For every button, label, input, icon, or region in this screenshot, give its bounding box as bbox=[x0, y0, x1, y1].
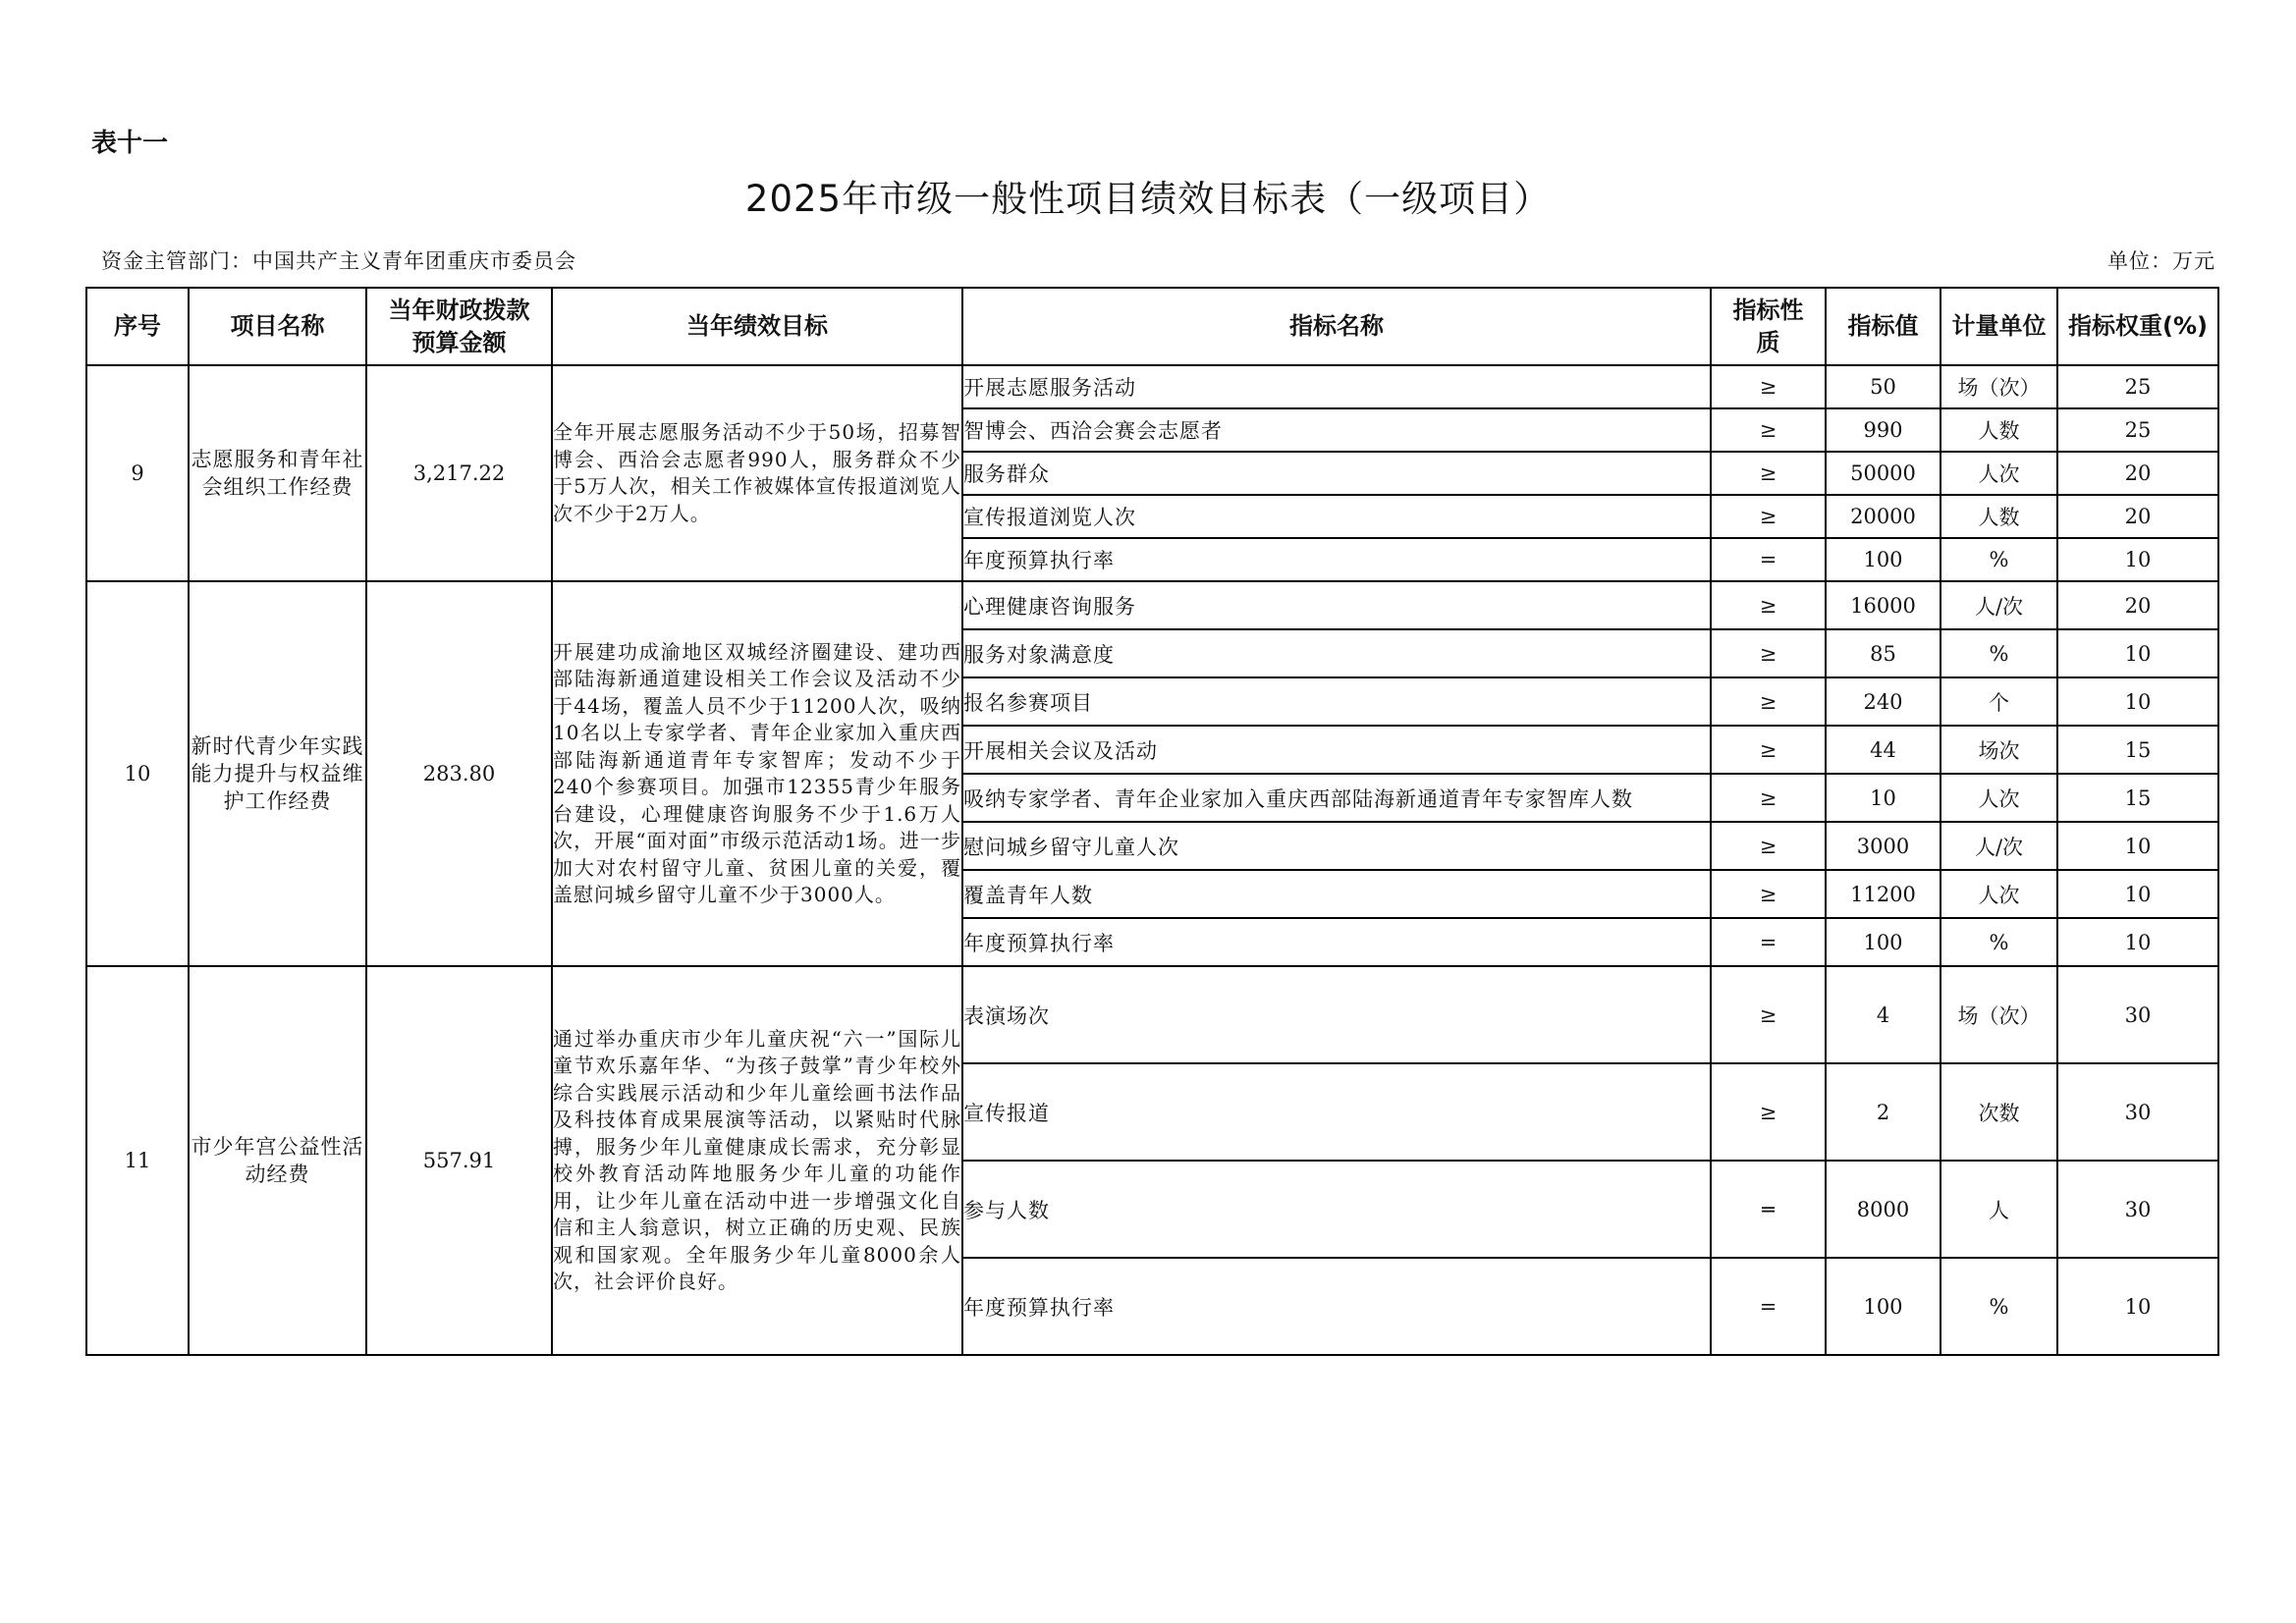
header-annual-goal: 当年绩效目标 bbox=[552, 288, 962, 365]
indicator-name: 表演场次 bbox=[962, 966, 1711, 1063]
unit-line: 单位：万元 bbox=[2107, 249, 2215, 273]
indicator-weight: 25 bbox=[2057, 408, 2218, 452]
indicator-unit: % bbox=[1941, 629, 2057, 677]
indicator-value: 10 bbox=[1826, 774, 1941, 822]
project-goal: 开展建功成渝地区双城经济圈建设、建功西部陆海新通道建设相关工作会议及活动不少于44场，覆盖人员不少于11200人次，吸纳10名以上专家学者、青年企业家加入重庆西部陆海新通道青年专家智库；发动不少于240个参赛项目。加强市12355青少年服务台建设，心理健康咨询服务不少于1.6万人次，开展“面对面”市级示范活动1场。进一步加大对农村留守儿童、贫困儿童的关爱，覆盖慰问城乡留守儿童不少于3000人。 bbox=[552, 581, 962, 966]
indicator-value: 240 bbox=[1826, 677, 1941, 726]
project-name: 新时代青少年实践能力提升与权益维护工作经费 bbox=[189, 581, 366, 966]
project-amount: 557.91 bbox=[366, 966, 552, 1355]
indicator-name: 开展志愿服务活动 bbox=[962, 365, 1711, 408]
header-indicator-nature bbox=[1711, 288, 1826, 365]
indicator-name: 开展相关会议及活动 bbox=[962, 726, 1711, 774]
indicator-value: 8000 bbox=[1826, 1161, 1941, 1258]
department-line: 资金主管部门：中国共产主义青年团重庆市委员会 bbox=[101, 249, 576, 273]
indicator-nature: ≥ bbox=[1711, 581, 1826, 629]
indicator-unit: % bbox=[1941, 1258, 2057, 1355]
project-name: 市少年宫公益性活动经费 bbox=[189, 966, 366, 1355]
indicator-weight: 30 bbox=[2057, 1161, 2218, 1258]
project-name: 志愿服务和青年社会组织工作经费 bbox=[189, 365, 366, 581]
indicator-nature: ≥ bbox=[1711, 966, 1826, 1063]
project-goal: 全年开展志愿服务活动不少于50场，招募智博会、西洽会志愿者990人，服务群众不少于5万人次，相关工作被媒体宣传报道浏览人次不少于2万人。 bbox=[552, 365, 962, 581]
indicator-name: 参与人数 bbox=[962, 1161, 1711, 1258]
indicator-nature: ≥ bbox=[1711, 677, 1826, 726]
indicator-name: 年度预算执行率 bbox=[962, 1258, 1711, 1355]
performance-target-table bbox=[85, 287, 2219, 1356]
indicator-weight: 20 bbox=[2057, 495, 2218, 538]
header-budget-amount-text: 当年财政拨款预算金额 bbox=[388, 296, 530, 356]
indicator-value: 11200 bbox=[1826, 870, 1941, 918]
indicator-unit: % bbox=[1941, 538, 2057, 581]
project-amount: 3,217.22 bbox=[366, 365, 552, 581]
indicator-value: 990 bbox=[1826, 408, 1941, 452]
indicator-unit: 人 bbox=[1941, 1161, 2057, 1258]
indicator-value: 100 bbox=[1826, 918, 1941, 966]
project-serial: 10 bbox=[86, 581, 189, 966]
indicator-nature: ≥ bbox=[1711, 1063, 1826, 1161]
indicator-unit: 人次 bbox=[1941, 870, 2057, 918]
indicator-nature: = bbox=[1711, 538, 1826, 581]
indicator-name: 吸纳专家学者、青年企业家加入重庆西部陆海新通道青年专家智库人数 bbox=[962, 774, 1711, 822]
header-measure-unit: 计量单位 bbox=[1941, 288, 2057, 365]
indicator-value: 100 bbox=[1826, 538, 1941, 581]
indicator-nature: ≥ bbox=[1711, 365, 1826, 408]
indicator-weight: 30 bbox=[2057, 966, 2218, 1063]
indicator-value: 85 bbox=[1826, 629, 1941, 677]
indicator-name: 智博会、西洽会赛会志愿者 bbox=[962, 408, 1711, 452]
indicator-unit: 人/次 bbox=[1941, 581, 2057, 629]
indicator-unit: 人次 bbox=[1941, 774, 2057, 822]
indicator-unit: 个 bbox=[1941, 677, 2057, 726]
indicator-unit: 场（次） bbox=[1941, 966, 2057, 1063]
indicator-nature: ≥ bbox=[1711, 629, 1826, 677]
indicator-weight: 10 bbox=[2057, 870, 2218, 918]
indicator-weight: 10 bbox=[2057, 918, 2218, 966]
header-indicator-weight: 指标权重(%) bbox=[2057, 288, 2218, 365]
indicator-unit: 场次 bbox=[1941, 726, 2057, 774]
indicator-name: 心理健康咨询服务 bbox=[962, 581, 1711, 629]
indicator-value: 4 bbox=[1826, 966, 1941, 1063]
indicator-weight: 10 bbox=[2057, 822, 2218, 870]
indicator-nature: ≥ bbox=[1711, 726, 1826, 774]
indicator-name: 年度预算执行率 bbox=[962, 538, 1711, 581]
project-serial: 9 bbox=[86, 365, 189, 581]
indicator-nature: ≥ bbox=[1711, 408, 1826, 452]
indicator-value: 20000 bbox=[1826, 495, 1941, 538]
indicator-nature: ═ bbox=[1711, 1161, 1826, 1258]
indicator-name: 宣传报道浏览人次 bbox=[962, 495, 1711, 538]
indicator-weight: 20 bbox=[2057, 581, 2218, 629]
indicator-value: 2 bbox=[1826, 1063, 1941, 1161]
table-row bbox=[86, 966, 2218, 1063]
indicator-name: 年度预算执行率 bbox=[962, 918, 1711, 966]
indicator-name: 慰问城乡留守儿童人次 bbox=[962, 822, 1711, 870]
indicator-name: 报名参赛项目 bbox=[962, 677, 1711, 726]
indicator-weight: 30 bbox=[2057, 1063, 2218, 1161]
indicator-unit: 人次 bbox=[1941, 452, 2057, 495]
indicator-weight: 25 bbox=[2057, 365, 2218, 408]
indicator-nature: ≥ bbox=[1711, 774, 1826, 822]
indicator-value: 100 bbox=[1826, 1258, 1941, 1355]
indicator-nature: ≥ bbox=[1711, 452, 1826, 495]
indicator-weight: 10 bbox=[2057, 677, 2218, 726]
indicator-unit: 人数 bbox=[1941, 408, 2057, 452]
header-budget-amount bbox=[366, 288, 552, 365]
indicator-value: 16000 bbox=[1826, 581, 1941, 629]
indicator-weight: 10 bbox=[2057, 1258, 2218, 1355]
indicator-name: 覆盖青年人数 bbox=[962, 870, 1711, 918]
indicator-weight: 15 bbox=[2057, 726, 2218, 774]
header-indicator-nature-text: 指标性质 bbox=[1732, 296, 1804, 356]
project-goal: 通过举办重庆市少年儿童庆祝“六一”国际儿童节欢乐嘉年华、“为孩子鼓掌”青少年校外综合实践展示活动和少年儿童绘画书法作品及科技体育成果展演等活动，以紧贴时代脉搏，服务少年儿童健康成长需求，充分彰显校外教育活动阵地服务少年儿童的功能作用，让少年儿童在活动中进一步增强文化自信和主人翁意识，树立正确的历史观、民族观和国家观。全年服务少年儿童8000余人次，社会评价良好。 bbox=[552, 966, 962, 1355]
indicator-name: 服务对象满意度 bbox=[962, 629, 1711, 677]
indicator-nature: = bbox=[1711, 1258, 1826, 1355]
header-indicator-value: 指标值 bbox=[1826, 288, 1941, 365]
indicator-value: 50000 bbox=[1826, 452, 1941, 495]
indicator-value: 3000 bbox=[1826, 822, 1941, 870]
indicator-weight: 15 bbox=[2057, 774, 2218, 822]
header-project-name: 项目名称 bbox=[189, 288, 366, 365]
indicator-nature: = bbox=[1711, 918, 1826, 966]
indicator-unit: 人数 bbox=[1941, 495, 2057, 538]
project-serial: 11 bbox=[86, 966, 189, 1355]
indicator-name: 服务群众 bbox=[962, 452, 1711, 495]
table-row bbox=[86, 581, 2218, 629]
indicator-nature: ≥ bbox=[1711, 822, 1826, 870]
indicator-unit: 人/次 bbox=[1941, 822, 2057, 870]
page-title: 2025年市级一般性项目绩效目标表（一级项目） bbox=[744, 178, 1552, 220]
project-amount: 283.80 bbox=[366, 581, 552, 966]
indicator-weight: 10 bbox=[2057, 629, 2218, 677]
indicator-weight: 20 bbox=[2057, 452, 2218, 495]
indicator-unit: 场（次） bbox=[1941, 365, 2057, 408]
indicator-nature: ≥ bbox=[1711, 870, 1826, 918]
indicator-weight: 10 bbox=[2057, 538, 2218, 581]
indicator-value: 50 bbox=[1826, 365, 1941, 408]
header-indicator-name: 指标名称 bbox=[962, 288, 1711, 365]
indicator-unit: % bbox=[1941, 918, 2057, 966]
header-serial: 序号 bbox=[86, 288, 189, 365]
indicator-name: 宣传报道 bbox=[962, 1063, 1711, 1161]
indicator-value: 44 bbox=[1826, 726, 1941, 774]
table-number-label: 表十一 bbox=[91, 129, 169, 158]
indicator-unit: 次数 bbox=[1941, 1063, 2057, 1161]
table-row bbox=[86, 365, 2218, 408]
indicator-nature: ≥ bbox=[1711, 495, 1826, 538]
